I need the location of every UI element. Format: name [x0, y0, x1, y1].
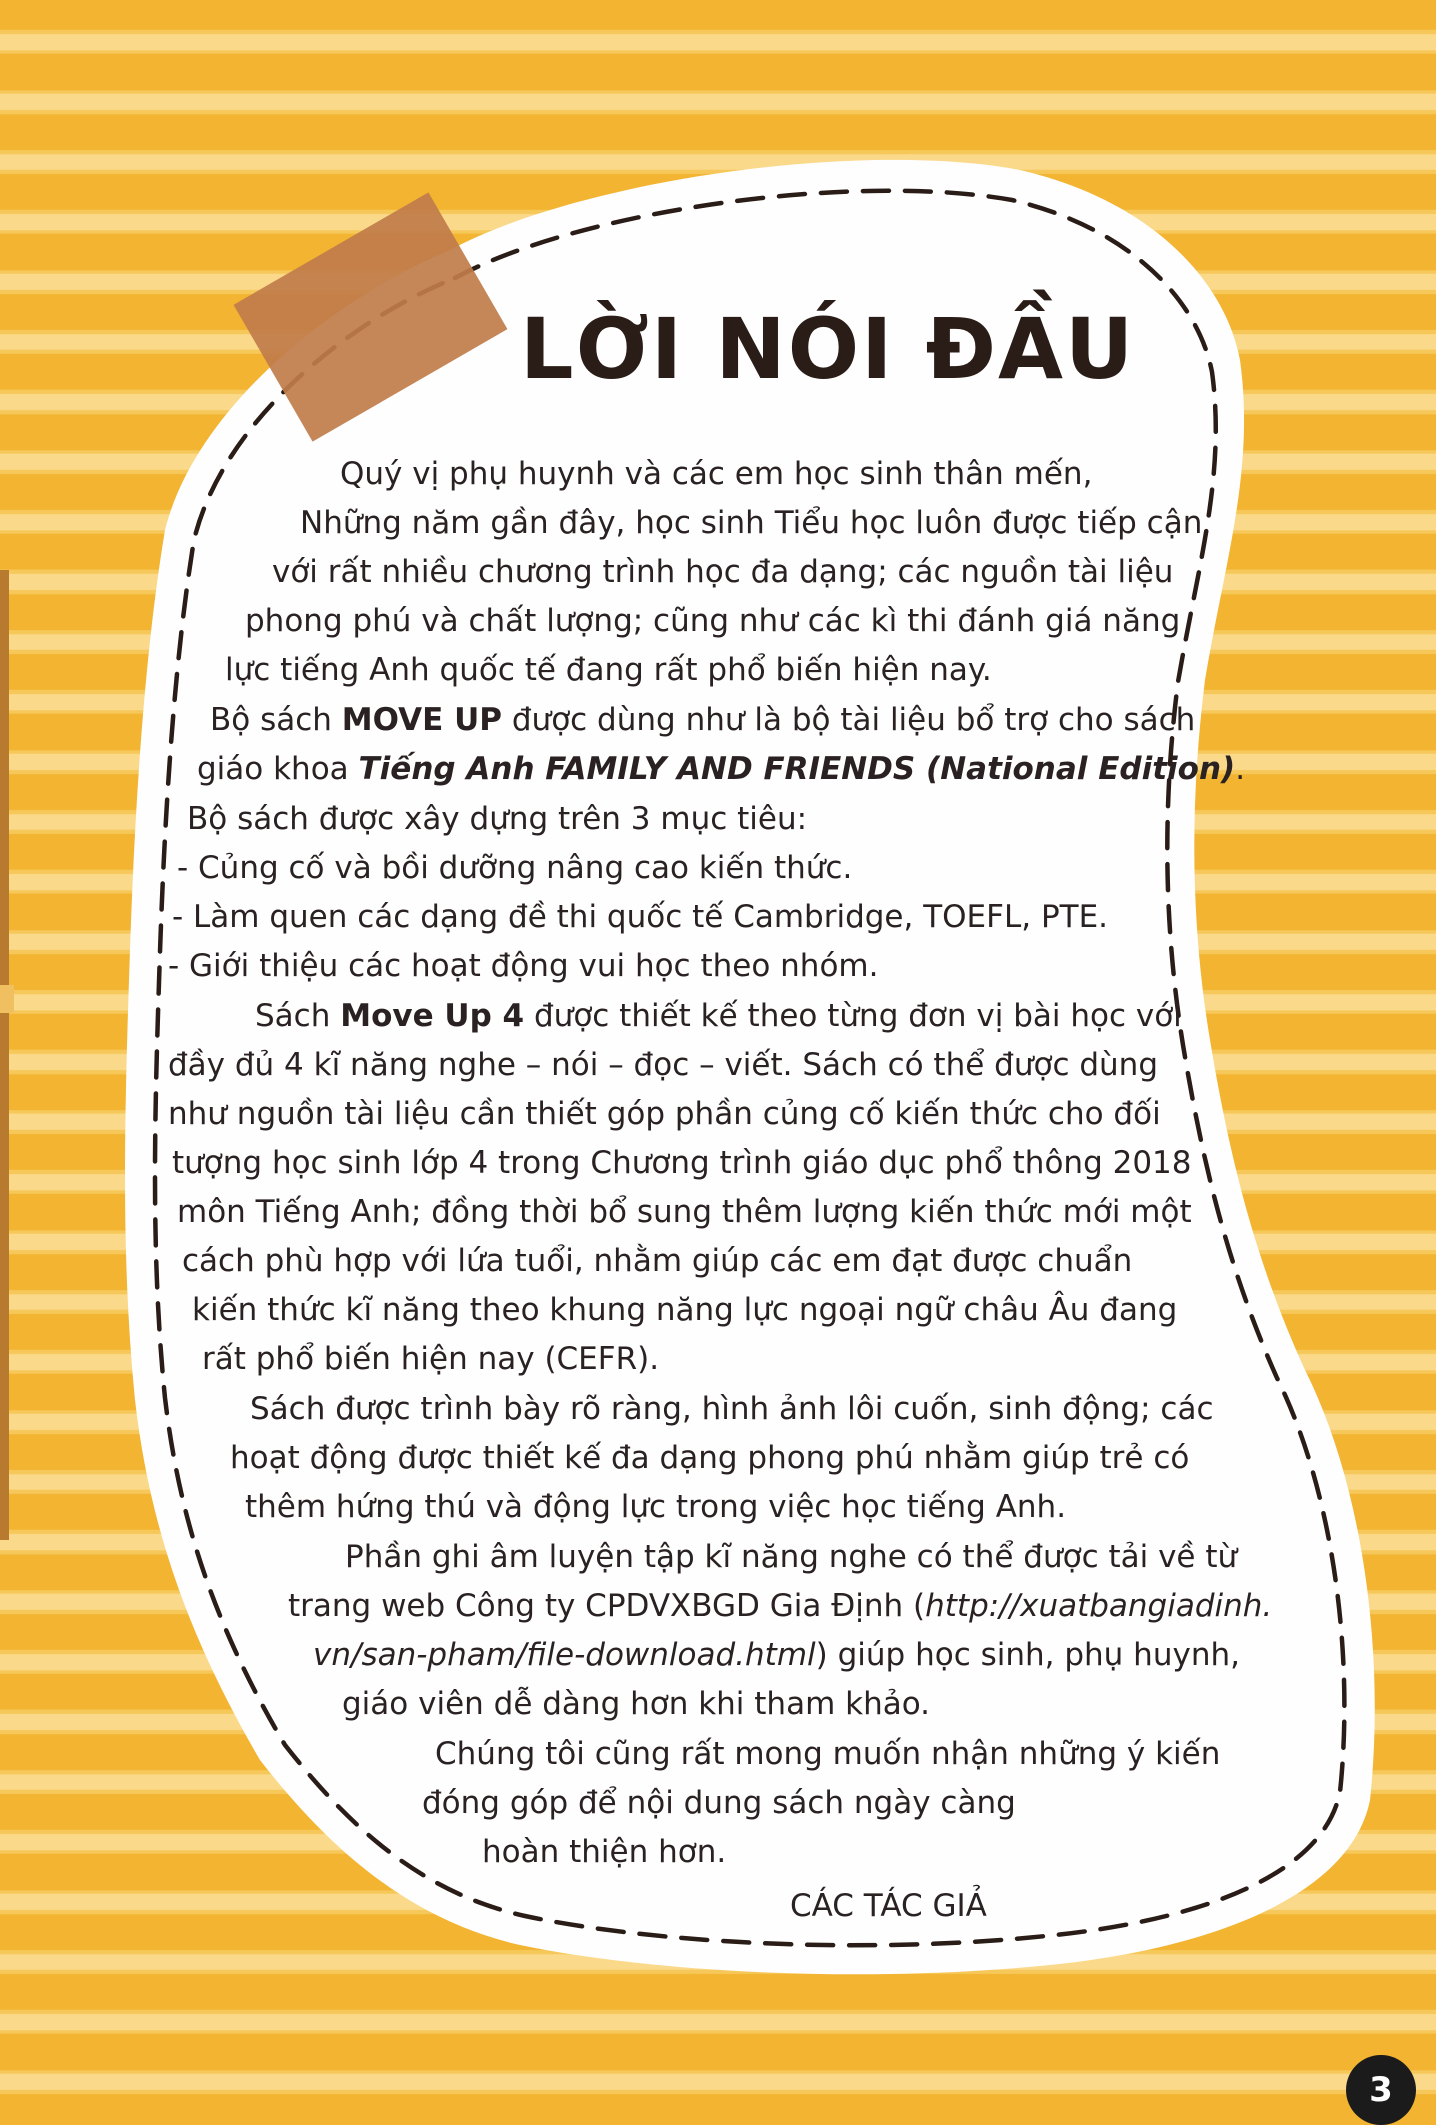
paragraph-line: Chúng tôi cũng rất mong muốn nhận những ý kiến	[435, 1736, 1221, 1772]
text-run: Bộ sách	[210, 702, 342, 738]
paragraph-line: lực tiếng Anh quốc tế đang rất phổ biến hiện nay.	[225, 652, 992, 688]
text-run: Sách	[255, 998, 341, 1034]
book-name: Move Up 4	[340, 998, 525, 1034]
paragraph-line: đóng góp để nội dung sách ngày càng	[422, 1785, 1016, 1821]
paragraph-line	[210, 700, 1195, 740]
paragraph-line: hoạt động được thiết kế đa dạng phong phú nhằm giúp trẻ có	[230, 1440, 1190, 1476]
paragraph-line: Những năm gần đây, học sinh Tiểu học luôn được tiếp cận	[300, 505, 1203, 541]
book-name: MOVE UP	[341, 702, 503, 738]
paragraph-line: đầy đủ 4 kĩ năng nghe – nói – đọc – viết. Sách có thể được dùng	[168, 1047, 1159, 1083]
signature: CÁC TÁC GIẢ	[790, 1888, 987, 1924]
text-run: được dùng như là bộ tài liệu bổ trợ cho sách	[502, 702, 1196, 738]
paragraph-line	[288, 1586, 1272, 1626]
paragraph-line: rất phổ biến hiện nay (CEFR).	[202, 1341, 660, 1377]
goal-item: - Giới thiệu các hoạt động vui học theo nhóm.	[168, 948, 879, 984]
text-run: trang web Công ty CPDVXBGD Gia Định (	[288, 1588, 926, 1624]
paragraph-line: kiến thức kĩ năng theo khung năng lực ngoại ngữ châu Âu đang	[192, 1292, 1178, 1328]
goal-item: - Làm quen các dạng đề thi quốc tế Cambridge, TOEFL, PTE.	[172, 899, 1109, 935]
paragraph-line: môn Tiếng Anh; đồng thời bổ sung thêm lượng kiến thức mới một	[177, 1194, 1192, 1230]
paragraph-line	[197, 749, 1245, 789]
paragraph-line: Sách được trình bày rõ ràng, hình ảnh lôi cuốn, sinh động; các	[250, 1391, 1214, 1427]
text-run: ) giúp học sinh, phụ huynh,	[815, 1637, 1240, 1673]
paragraph-line: tượng học sinh lớp 4 trong Chương trình giáo dục phổ thông 2018	[172, 1145, 1192, 1181]
paragraph-line: giáo viên dễ dàng hơn khi tham khảo.	[342, 1686, 931, 1722]
text-run: giáo khoa	[197, 751, 359, 787]
paragraph-line: Bộ sách được xây dựng trên 3 mục tiêu:	[187, 801, 808, 837]
paragraph-line: hoàn thiện hơn.	[482, 1834, 727, 1870]
page-number-badge: 3	[1346, 2055, 1416, 2125]
paragraph-line: Phần ghi âm luyện tập kĩ năng nghe có thể được tải về từ	[345, 1539, 1238, 1575]
paragraph-line: như nguồn tài liệu cần thiết góp phần củng cố kiến thức cho đối	[168, 1096, 1161, 1132]
paragraph-line	[255, 996, 1182, 1036]
paragraph-line	[313, 1635, 1240, 1675]
paragraph-line: cách phù hợp với lứa tuổi, nhằm giúp các em đạt được chuẩn	[182, 1243, 1133, 1279]
greeting-line: Quý vị phụ huynh và các em học sinh thân mến,	[340, 456, 1093, 492]
textbook-name: Tiếng Anh FAMILY AND FRIENDS (National Edition)	[358, 751, 1236, 787]
download-link-part[interactable]: http://xuatbangiadinh.	[925, 1588, 1273, 1624]
text-run: được thiết kế theo từng đơn vị bài học với	[524, 998, 1182, 1034]
page-title: LỜI NÓI ĐẦU	[520, 300, 1136, 398]
goal-item: - Củng cố và bồi dưỡng nâng cao kiến thức.	[177, 850, 853, 886]
paragraph-line: với rất nhiều chương trình học đa dạng; các nguồn tài liệu	[272, 554, 1174, 590]
text-run: .	[1235, 751, 1246, 787]
paragraph-line: thêm hứng thú và động lực trong việc học tiếng Anh.	[245, 1489, 1067, 1525]
download-link-part[interactable]: vn/san-pham/file-download.html	[313, 1637, 816, 1673]
paragraph-line: phong phú và chất lượng; cũng như các kì thi đánh giá năng	[245, 603, 1181, 639]
